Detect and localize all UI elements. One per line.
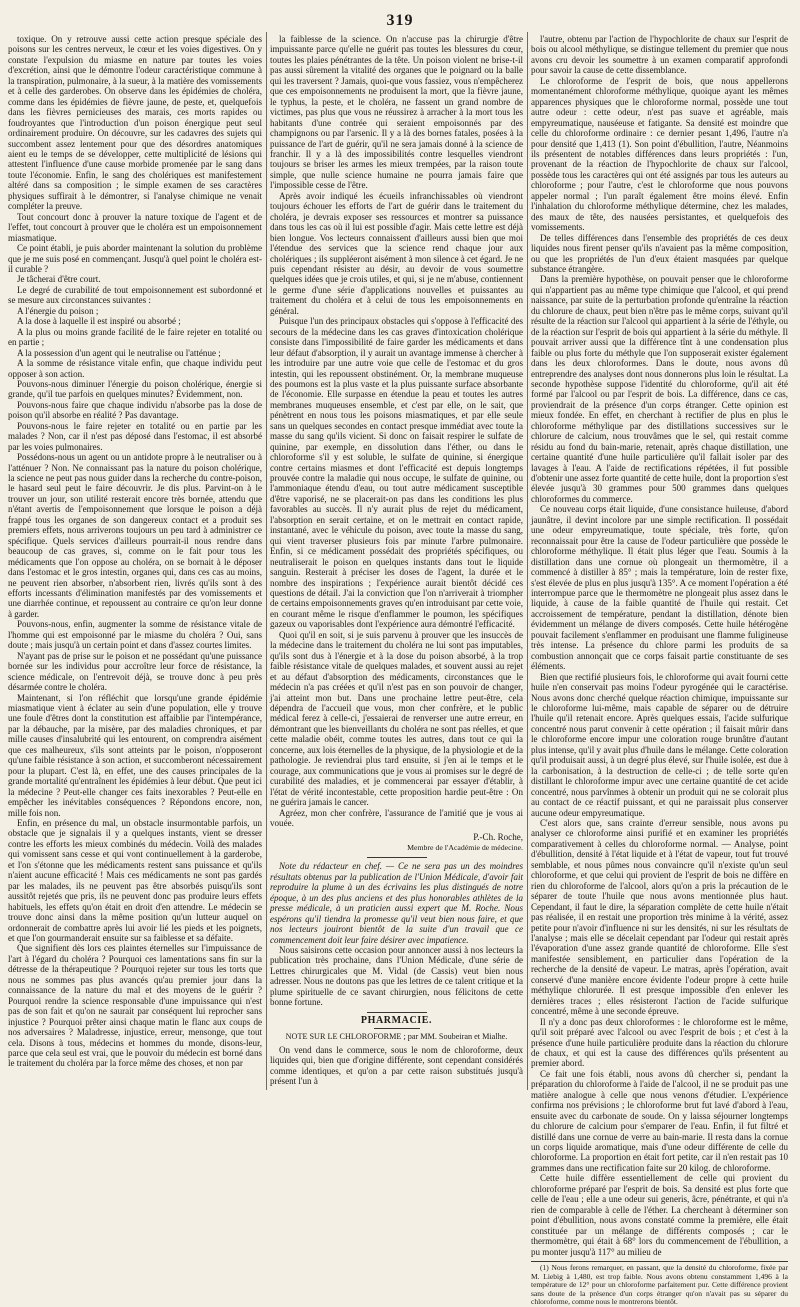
editor-note-continued: Nous saisirons cette occasion pour annoncer aussi à nos lecteurs la publication très prochaine, dans l'Union Médicale, d'une série de Lettres chirurgicales que M. Vidal (de Cassis) veut bien nous adresser. Nous ne doutons pas que les lettres de ce talent critique et la plume spirituelle de ce savant chirurgien, nous félicitons de cette bonne fortune. (270, 944, 523, 1008)
paragraph: C'est alors que, sans crainte d'erreur sensible, nous avons pu analyser ce chloroforme ainsi purifié et en examiner les propriétés comparativement à celles du chloroforme normal. — Analyse, point d'ébullition, densité à l'état liquide et à l'état de vapeur, tout fut trouvé semblable, et nous pûmes nous convaincre qu'il n'existe qu'un seul chloroforme, et que celui qui provient de l'esprit de bois ne diffère en rien du chloroforme de l'alcool, alors qu'on a pris la précaution de le séparer de toute l'huile que nous avons mentionnée plus haut. Cependant, il faut le dire, la séparation complète de cette huile n'était pas réalisée, il en restait une proportion très minime à la vérité, assez petite pour n'avoir d'influence ni sur les densités, ni sur les résultats de l'analyse ; mais elle se décelait cependant par l'odeur qui restait après l'évaporation d'une assez grande quantité de chloroforme. Elle s'est manifestée sensiblement, en particulier dans l'opération de la recherche de la densité de vapeur. Le matras, après l'opération, avait conservé d'une manière encore évidente l'odeur propre à cette huile méthylique chlorurée. Il est presque impossible d'en enlever les dernières traces ; elles résisteront l'action de l'acide sulfurique concentré, même à une seconde épreuve. (531, 817, 788, 1017)
paragraph: Enfin, en présence du mal, un obstacle insurmontable parfois, un obstacle que je signalais il y a quelques instants, vient se dresser contre les efforts les mieux combinés du médecin. Voilà des malades qui vomissent sans cesse et qui vont continuellement à la garderobe, et l'on s'étonne que les médicaments restent sans puissance et qu'ils n'aient aucune efficacité ! Mais ces médicaments ne sont pas gardés par les malades, ils ne peuvent pas être absorbés puisqu'ils sont aussitôt rejetés que pris, ils ne peuvent donc pas produire leurs effets habituels, les effets qu'on était en droit d'en attendre. Le médecin se trouve donc ainsi dans la même position qu'un lutteur auquel on ordonnerait de combattre après lui avoir lié les pieds et les poignets, et que l'on gourmanderait ensuite sur sa faiblesse et sa défaite. (8, 817, 262, 943)
column-rule-left (266, 32, 267, 1090)
paragraph: Ce fait une fois établi, nous avons dû chercher si, pendant la préparation du chloroforme à l'aide de l'alcool, il ne se produit pas une matière analogue à celle que nous venons d'étudier. L'expérience confirma nos prévisions ; le chloroforme brut fut lavé d'abord à l'eau, ensuite avec du carbonate de soude. On y laissa séjourner longtemps du chlorure de calcium pour s'emparer de l'eau. Enfin, il fut filtré et distillé dans une cornue de verre au bain-marie. Il resta dans la cornue un corps liquide aromatique, mais d'une odeur différente de celle du chloroforme. La proportion en était fort petite, car il n'en restait pas 10 grammes dans une rectification faite sur 20 kilog. de chloroforme. (531, 1068, 788, 1173)
footnote: (1) Nous ferons remarquer, en passant, que la densité du chloroforme, fixée par M. Liebig à 1,480, est trop faible. Nous avons obtenu constamment 1,496 à la température de 12° pour un chloroforme parfaitement pur. Cette différence provient sans doute de la présence d'un corps étranger qu'on n'avait pas su séparer du chloroforme, comme nous le montrerons bientôt. (531, 1263, 788, 1307)
paragraph: la faiblesse de la science. On n'accuse pas la chirurgie d'être impuissante parce qu'elle ne guérit pas toutes les blessures du cœur, toutes les plaies pénétrantes de la tête. Un poison violent ne brise-t-il pas aussi sûrement la vitalité des organes que le poignard ou la balle qui les traversent ? Jamais, quoi-que vous fassiez, vous n'empêcherez que ces empoisonnements ne produisent la mort, que la fièvre jaune, le typhus, la peste, et le choléra, ne fassent un grand nombre de victimes, pas plus que vous ne réussirez à arracher à la mort tous les habitants d'une contrée qui seraient empoisonnés par des champignons ou par l'arsenic. Il y a là des bornes fatales, posées à la puissance de l'art de guérir, qu'il ne sera jamais donné à la science de franchir. Il y a là des impossibilités contre lesquelles viendront toujours se briser les armes les mieux trempées, par la raison toute simple, que nulle science humaine ne pourra jamais faire que l'impossible cesse de l'être. (270, 34, 523, 191)
paragraph: Agréez, mon cher confrère, l'assurance de l'amitié que je vous ai vouée. (270, 807, 523, 828)
paragraph: A la plus ou moins grande facilité de le faire rejeter en totalité ou en partie ; (8, 326, 262, 348)
paragraph: Cette huile diffère essentiellement de celle qui provient du chloroforme préparé par l'esprit de bois. Sa densité est plus forte que celle de l'eau ; elle a une odeur sui generis, âcre, pénétrante, et qui n'a rien de comparable à celle de l'éther. La chercheant à déterminer son point d'ébullition, nous avons constaté comme la première, elle était constituée par un mélange de différents composés ; car le thermomètre, qui était à 68° lors du commencement de l'ébullition, a pu monter jusqu'à 117° au milieu de (531, 1173, 788, 1257)
divider (367, 857, 427, 858)
paragraph: Le degré de curabilité de tout empoisonnement est subordonné et se mesure aux circonstances suivantes : (8, 284, 262, 306)
paragraph: Ce nouveau corps était liquide, d'une consistance huileuse, d'abord jaunâtre, il devint incolore par une simple rectification. Il possédait une odeur empyreumatique, toute spéciale, très forte, qu'on reconnaissait pour être la cause de l'odeur particulière que possède le chloroforme méthylique. Il était plus léger que l'eau. Soumis à la distillation dans une cornue où plongeait un thermomètre, il a commencé à distiller à 85° ; mais la température, loin de rester fixe, s'est élevée de plus en plus jusqu'à 135°. A ce moment l'opération a été interrompue parce que le thermomètre ne plongeait plus assez dans le liquide, à cause de la faible quantité de l'huile qui restait. Cet accroissement de température, pendant la distillation, dénote bien évidemment un mélange de divers composés. Cette huile hétérogène pouvait facilement s'enflammer en produisant une flamme fuligineuse très intense. La présence du chlore parmi les produits de sa combustion annonçait que ce corps faisait partie constituante de ses éléments. (531, 504, 788, 672)
paragraph: De telles différences dans l'ensemble des propriétés de ces deux liquides nous firent penser qu'ils n'avaient pas la même composition, ou que les propriétés de l'un d'eux étaient masquées par quelque substance étrangère. (531, 232, 788, 274)
paragraph: A la dose à laquelle il est inspiré ou absorbé ; (17, 316, 181, 327)
paragraph: Le chloroforme de l'esprit de bois, que nous appellerons momentanément chloroforme méthylique, quoique ayant les mêmes apparences physiques que le chloroforme normal, possède une tout autre odeur : cette odeur, n'est pas suave et agréable, mais empyreumatique, nauséeuse et fatigante. Sa densité est moindre que celle du chloroforme ordinaire : ce dernier pesant 1,496, l'autre n'a pour densité que 1,413 (1). Son point d'ébullition, l'autre, Néanmoins ils présentent de notables différences dans leurs propriétés : l'un, provenant de la réaction de l'hypochlorite de chaux sur l'alcool, possède tous les caractères qui ont été assignés par tous les auteurs au chloroforme ; pour l'autre, c'est le chloroforme que nous pouvons appeler normal ; l'un paraît également être moins élevé. Enfin l'inhalation du chloroforme méthylique détermine, chez les malades, des maux de tête, des nausées persistantes, et quelquefois des vomissements. (531, 75, 788, 233)
paragraph: Pouvons-nous diminuer l'énergie du poison cholérique, énergie si grande, qu'il tue parfois en quelques minutes? Évidemment, non. (8, 378, 262, 400)
paragraph: Quoi qu'il en soit, si je suis parvenu à prouver que les insuccès de la médecine dans le traitement du choléra ne lui sont pas imputables, qu'ils sont dus à l'énergie et à la dose du poison absorbé, à la trop faible résistance vitale de quelques malades, et souvent aussi au rejet et au défaut d'absorption des médicaments, circonstances que le médecin n'a pas créées et qu'il n'est pas en son pouvoir de changer, j'ai atteint mon but. Dans une prochaine lettre peut-être, cela dépendra de l'accueil que vous, mon cher confrère, et le public médical ferez à celle-ci, j'essaierai de renverser une autre erreur, en démontrant que les bienveillants du choléra ne sont pas réelles, et que cette maladie obéit, comme toutes les autres, dans tout ce qui la concerne, aux lois éternelles de la physique, de la physiologie et de la pathologie. Je reviendrai plus tard ensuite, si j'en ai le temps et le courage, aux communications que je vous ai promises sur le degré de curabilité des maladies, et je commencerai par essayer d'établir, à l'état de vérité incontestable, cette proposition hardie peut-être : On ne guérira jamais le cancer. (270, 629, 523, 808)
paragraph: Que signifient dès lors ces plaintes éternelles sur l'impuissance de l'art à l'égard du choléra ? Pourquoi ces lamentations sans fin sur la détresse de la thérapeutique ? Pourquoi rejeter sur tous les torts que nous ne sommes pas plus avancés qu'au premier jour dans la connaissance de la nature du mal et des moyens de le guérir ? Pourquoi rendre la science responsable d'une impuissance qui n'est pas de son fait et qu'on ne saurait par conséquent lui reprocher sans injustice ? Pourquoi prêter ainsi chaque matin le flanc aux coups de nos adversaires ? Maladresse, injustice, erreur, mensonge, que tout cela. Disons à tous, médecins et hommes du monde, disons-leur, parce que cela seul est vrai, que le pouvoir du médecin est borné dans le traitement du choléra par la force même des choses, et non par (8, 943, 262, 1069)
signature-title: Membre de l'Académie de médecine. (407, 842, 523, 852)
signature (270, 832, 523, 853)
column-right (531, 34, 788, 1307)
paragraph: Puisque l'un des principaux obstacles qui s'oppose à l'efficacité des secours de la médecine dans les cas graves d'intoxication cholérique consiste dans l'impossibilité de faire garder les médicaments et dans leur défaut d'absorption, il y aurait un avantage immense à chercher à les introduire par une autre voie que celle de l'estomac et du gros intestin, qui les repoussent obstinément. Or, la membrane muqueuse des poumons est la plus vaste et la plus puissante surface absorbante de l'économie. Elle surpasse en étendue la peau et toutes les autres membranes muqueuses ensemble, et c'est par elle, on le sait, que pénètrent en nous tous les poisons miasmatiques, et par elle seule sans un quelques secondes en contact presque immédiat avec toute la masse du sang qu'ils vicient. Si donc on faisait respirer le sulfate de quinine, par exemple, en dissolution dans l'éther, ou dans le chloroforme s'il y est soluble, le sulfate de quinine, si énergique contre certains miasmes et dont l'efficacité est depuis longtemps prouvée contre la maladie qui nous occupe, le sulfate de quinine, ou l'ammoniaque étendu d'eau, ou tout autre médicament susceptible d'être vaporisé, ne se placerait-on pas dans les conditions les plus favorables au succès. Il n'y aurait plus de rejet du médicament, l'absorption en serait certaine, et on le mettrait en contact rapide, instantané, avec le véhicule du poison, avec toute la masse du sang, qui vient traverser plusieurs fois par minute l'arbre pulmonaire. Enfin, si ce médicament possédait des propriétés spécifiques, ou neutraliserait le poison en quelques instants dans tout le liquide sanguin. Resterait à préciser les doses de l'agent, la durée et le nombre des inspirations ; l'expérience aurait bientôt décidé ces questions de détail. J'ai la conviction que l'on n'arriverait à triompher de certains empoisonnements graves qu'en introduisant par cette voie, en courant même le risque d'enflammer le poumon, les spécifiques gazeux ou vaporisables dont l'expérience aura démontré l'efficacité. (270, 316, 523, 630)
paragraph: Je tâcherai d'être court. (17, 274, 101, 285)
paragraph: On vend dans le commerce, sous le nom de chloroforme, deux liquides qui, bien que d'origine différente, sont cependant considérés comme identiques, et qu'on a par cette raison substitués jusqu'à présent l'un à (270, 1044, 523, 1086)
column-left (8, 34, 262, 1089)
paragraph: N'ayant pas de prise sur le poison et ne possédant qu'une puissance bornée sur les individus pour accroître leur force de résistance, la science médicale, on l'entrevoit déjà, se trouve donc à peu près désarmée contre le choléra. (8, 650, 262, 693)
paragraph: Maintenant, si l'on réfléchit que lorsqu'une grande épidémie miasmatique vient à éclater au sein d'une population, elle y trouve une foule d'êtres dont la constitution est affaiblie par l'intempérance, par la débauche, par la misère, par des maladies chroniques, et par mille causes d'insalubrité qui les entourent, on comprendra aisément que ces malheureux, s'ils sont atteints par le poison, n'opposeront qu'une faible résistance à son action, et succomberont nécessairement pour la plupart. C'est là, en effet, une des causes principales de la grande mortalité qu'entraînent les épidémies à leur début. Que peut ici la médecine ? Peut-elle changer ces faits inexorables ? Peut-elle en empêcher les inévitables conséquences ? Répondons encore, non, mille fois non. (8, 692, 262, 818)
paragraph: Dans la première hypothèse, on pouvait penser que le chloroforme qui n'appartient pas au même type chimique que l'alcool, et qui prend naissance, par suite de la perturbation profonde qu'entraîne la réaction du chlorure de chaux, peut bien n'être pas le même corps, suivant qu'il résulte de la réaction sur l'alcool qui appartient à la série de l'éthyle, ou de la réaction sur l'esprit de bois qui appartient à la série du méthyle. Il pouvait arriver aussi que la différence tînt à une condensation plus faible ou plus forte du méthyle que l'on supposerait exister également dans les deux chloroformes. Dans le doute, nous avons dû entreprendre des analyses dont nous donnerons plus loin le résultat. La seconde hypothèse suppose l'identité du chloroforme, qu'il ait été formé par l'alcool ou par l'esprit de bois. La différence, dans ce cas, proviendrait de la présence d'un corps étranger. Cette opinion est mieux fondée. En effet, en cherchant à rectifier de plus en plus le chloroforme méthylique par des distillations successives sur le chlorure de calcium, nous trouvâmes que le sel, qui restait comme résidu au fond du bain-marie, retenait, après chaque distillation, une certaine quantité d'une huile particulière qu'il fallait isoler par des lavages à l'eau. A l'aide de rectifications répétées, il fut possible d'obtenir une assez forte quantité de cette huile, dont la proportion s'est élevée jusqu'à 30 grammes pour 500 grammes dans quelques chloroformes du commerce. (531, 274, 788, 504)
paragraph: A la somme de résistance vitale enfin, que chaque individu peut opposer à son action. (8, 358, 262, 379)
paragraph: Bien que rectifié plusieurs fois, le chloroforme qui avait fourni cette huile n'en conservait pas moins l'odeur pyrogénée qui le caractérise. Nous avons donc cherché quelque réaction chimique, impuissante sur le chloroforme lui-même, mais capable de séparer ou de détruire l'huile qu'il retenait encore. Après quelques essais, l'acide sulfurique concentré nous parut convenir à cette opération ; il faisait mûrir dans le chloroforme encore impur une coloration rouge brunâtre d'autant plus intense, qu'il y avait plus d'huile dans le mélange. Cette coloration qu'il produisait aussi, à un degré plus élevé, sur l'huile isolée, est due à la carbonisation, à la destruction de celle-ci ; de telle sorte qu'en distillant le chloroforme impur avec une certaine quantité de cet acide concentré, nous parvînmes à obtenir un produit qui ne se colorait plus au contact de ce réactif puissant, et qui ne paraissait plus conserver aucune odeur empyreumatique. (531, 671, 788, 818)
paragraph: toxique. On y retrouve aussi cette action presque spéciale des poisons sur les centres nerveux, le cœur et les voies digestives. On y constate l'expulsion du miasme en nature par toutes les voies d'excrétion, ainsi que le démontre l'odeur caractéristique commune à la transpiration, pulmonaire, à la sueur, à la matière des vomissements et à celle des garderobes. On observe dans les épidémies de choléra, comme dans les épidémies de fièvre jaune, de peste, et, quelquefois dans les fièvres pernicieuses des marais, ces morts rapides ou foudroyantes que l'introduction d'un poison énergique peut seul ordinairement produire. On découvre, sur les cadavres des sujets qui succombent assez lentement pour que des désordres anatomiques aient eu le temps de se développer, cette multiplicité de lésions qui attestent l'influence d'une cause morbide promenée par le sang dans toute l'économie. Enfin, le sang des cholériques est manifestement altéré dans sa composition ; le simple examen de ses caractères physiques suffirait à le démontrer, si l'analyse chimique ne venait compléter la preuve. (8, 34, 262, 212)
divider (367, 1012, 427, 1013)
column-middle (270, 34, 523, 1089)
paragraph: l'autre, obtenu par l'action de l'hypochlorite de chaux sur l'esprit de bois ou alcool méthylique, se distingue tellement du premier que nous avons cru devoir les soumettre à un examen comparatif approfondi pour savoir la cause de cette dissemblance. (531, 34, 788, 76)
paragraph: Tout concourt donc à prouver la nature toxique de l'agent et de l'effet, tout concourt à prouver que le choléra est un empoisonnement miasmatique. (8, 211, 262, 243)
section-rule (374, 1028, 420, 1029)
section-title: PHARMACIE. (360, 1014, 433, 1026)
paragraph: Ce point établi, je puis aborder maintenant la solution du problème que je me suis posé en commençant. Jusqu'à quel point le choléra est-il curable ? (8, 243, 262, 274)
paragraph: A la possession d'un agent qui le neutralise ou l'atténue ; (17, 347, 221, 358)
column-rule-right (527, 32, 528, 1090)
editor-note: Note du rédacteur en chef. — Ce ne sera pas un des moindres résultats obtenus par la publication de l'Union Médicale, d'avoir fait reproduire la plume à un des écrivains les plus distingués de notre époque, à un des plus anciens et des plus honorables athlètes de la presse médicale, à un praticien aussi expert que M. Roche. Nous espérons qu'il tiendra la promesse qu'il veut bien nous faire, et que nos lecteurs jouiront bientôt de la suite d'un travail que ce commencement doit leur faire désirer avec impatience. (270, 861, 523, 945)
signature-name: P.-Ch. Roche, (473, 832, 523, 843)
article-subtitle: NOTE SUR LE CHLOROFORME ; par MM. Soubeiran et Mialhe. (285, 1032, 508, 1042)
page-number: 319 (386, 12, 414, 29)
paragraph: Pouvons-nous le faire rejeter en totalité ou en partie par les malades ? Non, car il n'est pas déposé dans l'estomac, il est absorbé par les voies pulmonaires. (8, 420, 262, 452)
paragraph: Il n'y a donc pas deux chloroformes : le chloroforme est le même, qu'il soit préparé avec l'alcool ou avec l'esprit de bois ; et c'est à la présence d'une huile particulière produite dans la réaction du chlorure de chaux, et qui est la cause des différences qu'ils présentent au premier abord. (531, 1016, 788, 1069)
paragraph: A l'énergie du poison ; (17, 305, 99, 316)
paragraph: Pouvons-nous, enfin, augmenter la somme de résistance vitale de l'homme qui est empoisonné par le miasme du choléra ? Oui, sans doute ; mais jusqu'à un certain point et dans d'assez courtes limites. (8, 619, 262, 651)
paragraph: Possédons-nous un agent ou un antidote propre à le neutraliser ou à l'atténuer ? Non. Ne connaissant pas la nature du poison cholérique, la science ne peut pas nous guider dans la recherche du contre-poison, le hasard seul peut le faire découvrir. Je dis plus. Parvint-on à le trouver un jour, son utilité resterait encore très bornée, attendu que n'étant avertis de l'empoisonnement que lorsque le poison a déjà frappé tous les organes de son dangereux contact et a produit ses premiers effets, nous arriverons toujours un peu tard à administrer ce spécifique. Quels services d'ailleurs pourrait-il nous rendre dans beaucoup de cas graves, si, comme on le fait pour tous les médicaments que l'on oppose au choléra, on se bornait à le déposer dans l'estomac et le gros intestin, organes qui, dans ces cas au moins, ne peuvent rien absorber, n'absorbent rien, livrés qu'ils sont à des efforts incessants d'élimination manifestés par des vomissements et une diarrhée continue, et repoussent au contraire ce qu'on leur donne à garder. (8, 452, 262, 619)
paragraph: Pouvons-nous faire que chaque individu n'absorbe pas la dose de poison qu'il absorbe en réalité ? Pas davantage. (8, 399, 262, 421)
paragraph: Après avoir indiqué les écueils infranchissables où viendront toujours échouer les efforts de l'art de guérir dans le traitement du choléra, je devrais exposer ses ressources et montrer sa puissance dans tous les cas où il lui est possible d'agir. Mais cette lettre est déjà bien longue. Vos lecteurs connaissent d'ailleurs aussi bien que moi l'étendue des services que la science rend chaque jour aux cholériques ; ils suppléeront aisément à mon silence à cet égard. Je ne puis cependant résister au désir, au devoir de vous soumettre quelques idées que je crois utiles, et qui, si je ne m'abuse, contiennent le germe d'une série d'applications nouvelles et puissantes au traitement du choléra et à celui de tous les empoisonnements en général. (270, 190, 523, 316)
